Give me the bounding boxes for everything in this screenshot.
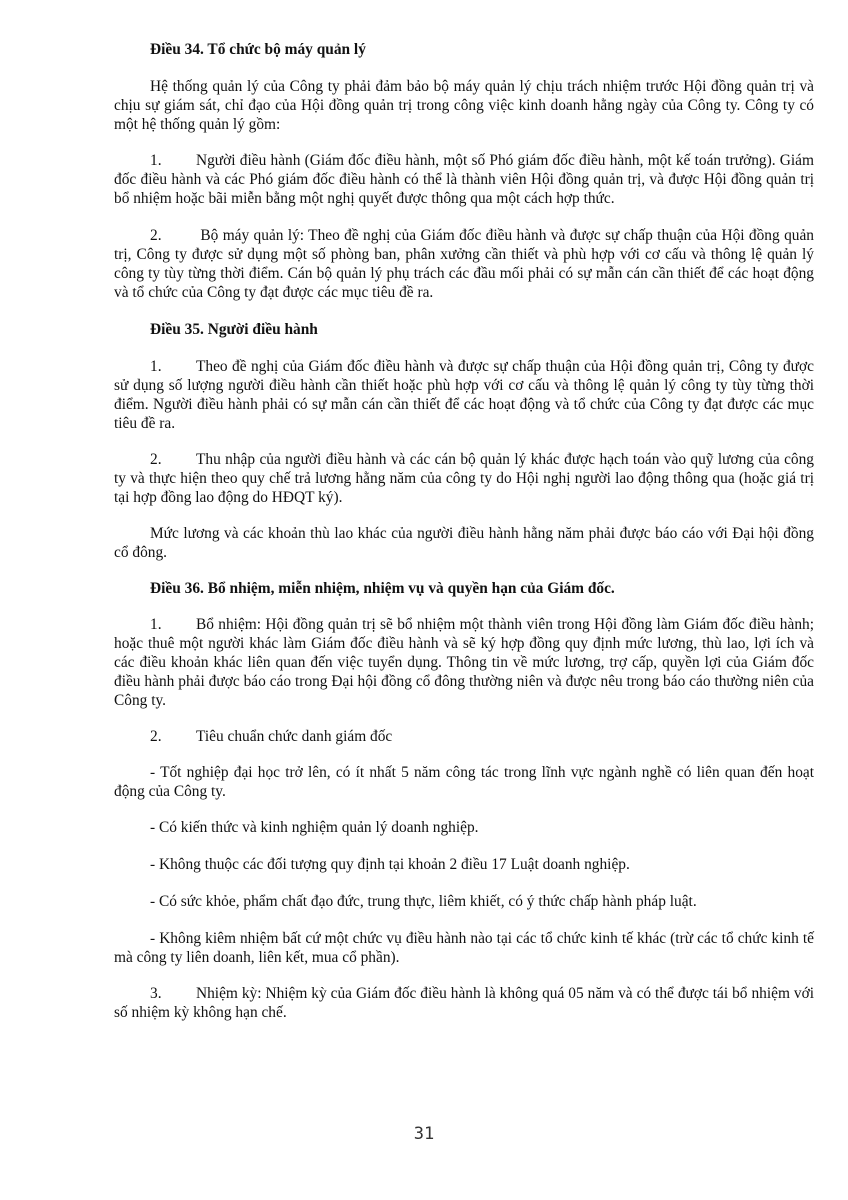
article-35-item-1 bbox=[114, 357, 814, 433]
article-34-intro: Hệ thống quản lý của Công ty phải đảm bảo bộ máy quản lý chịu trách nhiệm trước Hội đồng quản trị và chịu sự giám sát, chỉ đạo của Hội đồng quản trị trong công việc kinh doanh hằng ngày của Công ty. Công ty có một hệ thống quản lý gồm: bbox=[114, 78, 814, 133]
article-34-item-2 bbox=[114, 226, 814, 302]
criteria-item: - Có kiến thức và kinh nghiệm quản lý doanh nghiệp. bbox=[150, 819, 479, 836]
item-text: Tiêu chuẩn chức danh giám đốc bbox=[196, 728, 393, 745]
criteria-item: - Không kiêm nhiệm bất cứ một chức vụ điều hành nào tại các tổ chức kinh tế khác (trừ các tổ chức kinh tế mà công ty liên doanh, liên kết, mua cổ phần). bbox=[114, 930, 814, 966]
article-35-salary-note: Mức lương và các khoản thù lao khác của người điều hành hằng năm phải được báo cáo với Đại hội đồng cổ đông. bbox=[114, 525, 814, 561]
criteria-item: - Không thuộc các đối tượng quy định tại khoản 2 điều 17 Luật doanh nghiệp. bbox=[150, 856, 630, 873]
article-34-heading: Điều 34. Tổ chức bộ máy quản lý bbox=[150, 41, 366, 58]
criteria-item: - Tốt nghiệp đại học trở lên, có ít nhất 5 năm công tác trong lĩnh vực ngành nghề có liên quan đến hoạt động của Công ty. bbox=[114, 764, 814, 800]
item-text: Nhiệm kỳ: Nhiệm kỳ của Giám đốc điều hành là không quá 05 năm và có thể được tái bổ nhiệm với số nhiệm kỳ không hạn chế. bbox=[114, 985, 814, 1021]
criteria-item: - Có sức khỏe, phẩm chất đạo đức, trung thực, liêm khiết, có ý thức chấp hành pháp luật. bbox=[150, 893, 697, 910]
item-text: Bổ nhiệm: Hội đồng quản trị sẽ bổ nhiệm một thành viên trong Hội đồng làm Giám đốc điều hành; hoặc thuê một người khác làm Giám đốc điều hành và sẽ ký hợp đồng quy định mức lương, thù lao, lợi ích và các điều khoản khác liên quan đến việc tuyển dụng. Thông tin về mức lương, trợ cấp, quyền lợi của Giám đốc điều hành phải được báo cáo trong Đại hội đồng cổ đông thường niên và được nêu trong báo cáo thường niên của Công ty. bbox=[114, 616, 814, 709]
article-35-heading: Điều 35. Người điều hành bbox=[150, 321, 318, 338]
item-number: 1. bbox=[150, 616, 162, 633]
item-number: 3. bbox=[150, 985, 162, 1002]
document-page bbox=[114, 30, 814, 1022]
item-text: Bộ máy quản lý: Theo đề nghị của Giám đốc điều hành và được sự chấp thuận của Hội đồng quản trị, Công ty được sử dụng một số phòng ban, phân xưởng cần thiết và phù hợp với cơ cấu và thông lệ quản lý công ty tùy từng thời điểm. Cán bộ quản lý phụ trách các đầu mối phải có sự mẫn cán cần thiết để các hoạt động và tổ chức của Công ty đạt được các mục tiêu đề ra. bbox=[114, 227, 814, 301]
page-number: 31 bbox=[413, 1124, 435, 1144]
article-34-item-1 bbox=[114, 151, 814, 208]
item-text: Theo đề nghị của Giám đốc điều hành và được sự chấp thuận của Hội đồng quản trị, Công ty được sử dụng số lượng người điều hành cần thiết hoặc phù hợp với cơ cấu và thông lệ quản lý công ty tùy từng thời điểm. Người điều hành phải có sự mẫn cán cần thiết để các hoạt động và tổ chức của Công ty đạt được các mục tiêu đề ra. bbox=[114, 358, 814, 432]
item-number: 2. bbox=[150, 227, 162, 244]
item-number: 1. bbox=[150, 358, 162, 375]
item-text: Thu nhập của người điều hành và các cán bộ quản lý khác được hạch toán vào quỹ lương của công ty và thực hiện theo quy chế trả lương hằng năm của công ty do Hội nghị người lao động thông qua (hoặc giá trị tại hợp đồng lao động do HĐQT ký). bbox=[114, 451, 814, 506]
item-text: Người điều hành (Giám đốc điều hành, một số Phó giám đốc điều hành, một kế toán trưởng). Giám đốc điều hành và các Phó giám đốc điều hành có thể là thành viên Hội đồng quản trị, và được Hội đồng quản trị bổ nhiệm hoặc bãi miễn bằng một nghị quyết được thông qua một cách hợp thức. bbox=[114, 152, 814, 207]
article-36-heading: Điều 36. Bổ nhiệm, miễn nhiệm, nhiệm vụ và quyền hạn của Giám đốc. bbox=[150, 580, 615, 597]
item-number: 2. bbox=[150, 728, 162, 745]
article-36-item-1 bbox=[114, 615, 814, 710]
article-36-item-2 bbox=[114, 727, 814, 746]
item-number: 1. bbox=[150, 152, 162, 169]
article-36-item-3 bbox=[114, 984, 814, 1022]
item-number: 2. bbox=[150, 451, 162, 468]
article-35-item-2 bbox=[114, 450, 814, 507]
